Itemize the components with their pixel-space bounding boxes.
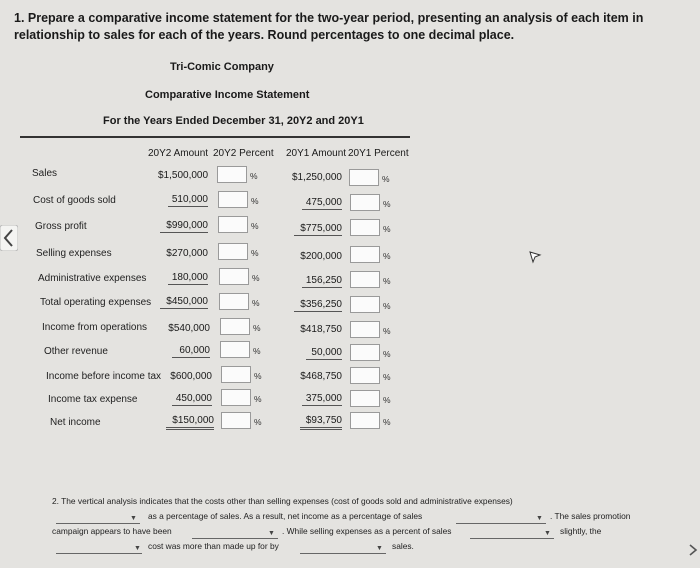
y2-amount-net-income: $150,000 <box>166 415 214 430</box>
y2-amount-income-from-operations: $540,000 <box>168 323 210 334</box>
y1-amount-administrative-expenses: 156,250 <box>302 275 342 288</box>
row-label-sales: Sales <box>32 168 58 179</box>
y1-amount-income-tax-expense: 375,000 <box>302 393 342 406</box>
caret-down-icon[interactable]: ▼ <box>268 530 275 537</box>
row-label-total-operating-expenses: Total operating expenses <box>40 297 152 308</box>
header-rule <box>20 136 410 138</box>
q2-text-part3: . The sales promotion <box>550 511 631 521</box>
y2-amount-sales: $1,500,000 <box>158 170 209 181</box>
y2-percent-input-income-from-operations[interactable] <box>220 318 250 335</box>
row-label-gross-profit: Gross profit <box>35 221 87 232</box>
mouse-cursor-icon <box>528 250 542 269</box>
row-label-other-revenue: Other revenue <box>44 346 108 357</box>
y1-percent-input-selling-expenses[interactable] <box>350 246 380 263</box>
q2-text-part7: cost was more than made up for by <box>148 541 279 551</box>
col-header-y1-percent: 20Y1 Percent <box>348 148 409 159</box>
y1-amount-income-from-operations: $418,750 <box>300 324 342 335</box>
percent-sign: % <box>383 301 391 311</box>
percent-sign: % <box>383 251 391 261</box>
y1-amount-cost-of-goods-sold: 475,000 <box>302 197 342 210</box>
statement-title: Comparative Income Statement <box>145 89 310 101</box>
y2-percent-input-other-revenue[interactable] <box>220 341 250 358</box>
dropdown-cost-trend[interactable] <box>56 514 140 524</box>
y1-amount-selling-expenses: $200,000 <box>300 251 342 262</box>
y2-percent-input-cost-of-goods-sold[interactable] <box>218 191 248 208</box>
q2-text-part2: as a percentage of sales. As a result, net income as a percentage of sales <box>148 511 423 521</box>
row-label-income-from-operations: Income from operations <box>42 322 148 333</box>
y1-percent-input-administrative-expenses[interactable] <box>350 271 380 288</box>
q2-text-part8: sales. <box>392 541 414 551</box>
y1-percent-input-income-before-income-tax[interactable] <box>350 367 380 384</box>
y2-percent-input-total-operating-expenses[interactable] <box>219 293 249 310</box>
y2-percent-input-gross-profit[interactable] <box>218 216 248 233</box>
q2-text-part5: . While selling expenses as a percent of sales <box>282 526 452 536</box>
chevron-left-icon[interactable] <box>0 225 18 251</box>
y1-percent-input-other-revenue[interactable] <box>350 344 380 361</box>
percent-sign: % <box>252 273 260 283</box>
percent-sign: % <box>383 395 391 405</box>
percent-sign: % <box>254 371 262 381</box>
y2-percent-input-sales[interactable] <box>217 166 247 183</box>
percent-sign: % <box>382 174 390 184</box>
caret-down-icon[interactable]: ▼ <box>130 515 137 522</box>
y1-amount-other-revenue: 50,000 <box>306 347 342 360</box>
y1-amount-sales: $1,250,000 <box>291 172 342 183</box>
row-label-income-tax-expense: Income tax expense <box>48 394 138 405</box>
percent-sign: % <box>383 199 391 209</box>
percent-sign: % <box>383 326 391 336</box>
row-label-selling-expenses: Selling expenses <box>36 248 112 259</box>
y1-percent-input-cost-of-goods-sold[interactable] <box>350 194 380 211</box>
percent-sign: % <box>250 171 258 181</box>
percent-sign: % <box>254 394 262 404</box>
y2-percent-input-income-tax-expense[interactable] <box>221 389 251 406</box>
y1-percent-input-total-operating-expenses[interactable] <box>350 296 380 313</box>
chevron-right-icon[interactable] <box>686 540 700 560</box>
percent-sign: % <box>383 417 391 427</box>
col-header-y2-percent: 20Y2 Percent <box>213 148 274 159</box>
y2-amount-income-tax-expense: 450,000 <box>172 393 212 406</box>
y2-percent-input-administrative-expenses[interactable] <box>219 268 249 285</box>
y2-amount-selling-expenses: $270,000 <box>166 248 208 259</box>
col-header-y2-amount: 20Y2 Amount <box>148 148 209 159</box>
percent-sign: % <box>383 349 391 359</box>
y2-amount-cost-of-goods-sold: 510,000 <box>168 194 208 207</box>
statement-period: For the Years Ended December 31, 20Y2 and 20Y1 <box>103 115 364 127</box>
percent-sign: % <box>253 346 261 356</box>
caret-down-icon[interactable]: ▼ <box>536 515 543 522</box>
percent-sign: % <box>383 224 391 234</box>
caret-down-icon[interactable]: ▼ <box>134 545 141 552</box>
y1-percent-input-gross-profit[interactable] <box>350 219 380 236</box>
percent-sign: % <box>383 276 391 286</box>
y1-amount-income-before-income-tax: $468,750 <box>300 371 342 382</box>
q2-text-part4: campaign appears to have been <box>52 526 172 536</box>
y2-amount-administrative-expenses: 180,000 <box>168 272 208 285</box>
dropdown-selling-expense-trend[interactable] <box>470 529 554 539</box>
dropdown-campaign-result[interactable] <box>192 529 278 539</box>
y1-percent-input-income-tax-expense[interactable] <box>350 390 380 407</box>
y2-amount-income-before-income-tax: $600,000 <box>170 371 212 382</box>
percent-sign: % <box>251 196 259 206</box>
percent-sign: % <box>383 372 391 382</box>
row-label-administrative-expenses: Administrative expenses <box>38 273 147 284</box>
percent-sign: % <box>251 248 259 258</box>
y1-percent-input-net-income[interactable] <box>350 412 380 429</box>
q2-text-part6: slightly, the <box>560 526 602 536</box>
y2-percent-input-income-before-income-tax[interactable] <box>221 366 251 383</box>
percent-sign: % <box>253 323 261 333</box>
row-label-net-income: Net income <box>50 417 101 428</box>
q2-text-part1: 2. The vertical analysis indicates that the costs other than selling expenses (cost of goods sold and administrative expenses) <box>52 496 513 506</box>
percent-sign: % <box>252 298 260 308</box>
y2-amount-other-revenue: 60,000 <box>172 345 210 358</box>
dropdown-sales-change[interactable] <box>300 544 386 554</box>
dropdown-cost-offset[interactable] <box>56 544 142 554</box>
y1-percent-input-sales[interactable] <box>349 169 379 186</box>
percent-sign: % <box>251 221 259 231</box>
caret-down-icon[interactable]: ▼ <box>544 530 551 537</box>
dropdown-net-income-trend[interactable] <box>456 514 546 524</box>
y1-percent-input-income-from-operations[interactable] <box>350 321 380 338</box>
row-label-income-before-income-tax: Income before income tax <box>46 371 162 382</box>
y2-percent-input-net-income[interactable] <box>221 412 251 429</box>
company-name: Tri-Comic Company <box>170 61 274 73</box>
y2-amount-total-operating-expenses: $450,000 <box>160 296 208 309</box>
percent-sign: % <box>254 417 262 427</box>
caret-down-icon[interactable]: ▼ <box>376 545 383 552</box>
y2-amount-gross-profit: $990,000 <box>160 220 208 233</box>
y2-percent-input-selling-expenses[interactable] <box>218 243 248 260</box>
y1-amount-gross-profit: $775,000 <box>294 223 342 236</box>
y1-amount-total-operating-expenses: $356,250 <box>294 299 342 312</box>
question-1-text: 1. Prepare a comparative income statement for the two-year period, presenting an analysis of each item in relationship to sales for each of the years. Round percentages to one decimal place. <box>14 11 644 42</box>
y1-amount-net-income: $93,750 <box>300 415 342 430</box>
col-header-y1-amount: 20Y1 Amount <box>286 148 347 159</box>
row-label-cost-of-goods-sold: Cost of goods sold <box>33 195 116 206</box>
